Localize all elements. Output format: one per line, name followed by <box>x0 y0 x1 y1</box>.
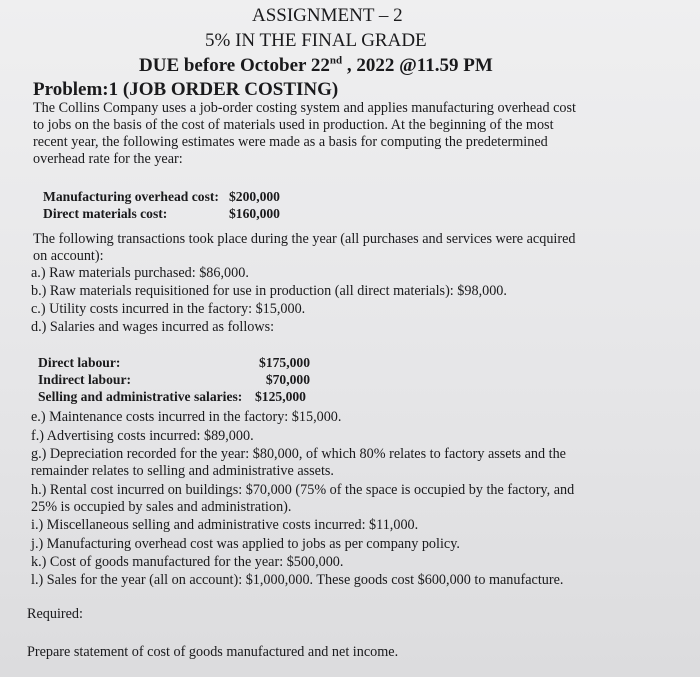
intro-line: The Collins Company uses a job-order costing system and applies manufacturing overhead cost <box>33 100 576 116</box>
required-label: Required: <box>27 606 83 622</box>
salaries-table <box>38 354 318 405</box>
estimate-value: $200,000 <box>229 189 280 204</box>
transaction-item: l.) Sales for the year (all on account): $1,000,000. These goods cost $600,000 to manufacture. <box>31 572 564 588</box>
intro-line: overhead rate for the year: <box>33 151 183 167</box>
estimate-value: $160,000 <box>229 206 280 221</box>
salary-row <box>38 388 318 405</box>
intro-line: recent year, the following estimates were made as a basis for computing the predetermined <box>33 134 548 150</box>
transaction-item: d.) Salaries and wages incurred as follows: <box>31 319 275 335</box>
grade-weight: 5% IN THE FINAL GRADE <box>205 30 427 51</box>
transaction-item: f.) Advertising costs incurred: $89,000. <box>31 428 254 444</box>
salary-label: Selling and administrative salaries: <box>38 389 243 404</box>
estimate-row <box>43 188 303 205</box>
salary-row <box>38 371 318 388</box>
problem-title: Problem:1 (JOB ORDER COSTING) <box>33 79 339 100</box>
required-text: Prepare statement of cost of goods manufactured and net income. <box>27 644 399 660</box>
estimate-label: Manufacturing overhead cost: <box>43 189 219 204</box>
salary-label: Indirect labour: <box>38 372 132 387</box>
salary-value: $175,000 <box>259 355 310 370</box>
transaction-item: b.) Raw materials requisitioned for use in production (all direct materials): $98,000. <box>31 283 507 299</box>
salary-value: $125,000 <box>255 389 306 404</box>
transaction-item: a.) Raw materials purchased: $86,000. <box>31 265 249 281</box>
salary-label: Direct labour: <box>38 355 121 370</box>
transaction-item: e.) Maintenance costs incurred in the factory: $15,000. <box>31 409 342 425</box>
assignment-title: ASSIGNMENT – 2 <box>252 5 403 26</box>
salary-value: $70,000 <box>265 372 310 387</box>
intro-line: to jobs on the basis of the cost of materials used in production. At the beginning of the most <box>33 117 554 133</box>
transaction-item: j.) Manufacturing overhead cost was applied to jobs as per company policy. <box>31 536 460 552</box>
estimate-row <box>43 205 303 222</box>
due-superscript: nd <box>329 54 343 67</box>
due-prefix: DUE before October 22 <box>139 55 330 76</box>
salary-row <box>38 354 318 371</box>
transaction-item: c.) Utility costs incurred in the factory: $15,000. <box>31 301 306 317</box>
estimate-label: Direct materials cost: <box>43 206 168 221</box>
transaction-item: k.) Cost of goods manufactured for the year: $500,000. <box>31 554 344 570</box>
transaction-item-continued: remainder relates to selling and administrative assets. <box>31 463 334 479</box>
transaction-item: h.) Rental cost incurred on buildings: $70,000 (75% of the space is occupied by the factory, and <box>31 482 575 498</box>
transaction-item: g.) Depreciation recorded for the year: $80,000, of which 80% relates to factory assets and the <box>31 446 566 462</box>
transaction-item-continued: 25% is occupied by sales and administration). <box>31 499 292 515</box>
transaction-item: i.) Miscellaneous selling and administrative costs incurred: $11,000. <box>31 517 419 533</box>
due-suffix: , 2022 @11.59 PM <box>342 55 493 76</box>
due-date <box>139 55 493 77</box>
transactions-intro-line: The following transactions took place during the year (all purchases and services were acquired <box>33 231 576 247</box>
estimates-table <box>43 188 303 222</box>
transactions-intro-line: on account): <box>33 248 104 264</box>
